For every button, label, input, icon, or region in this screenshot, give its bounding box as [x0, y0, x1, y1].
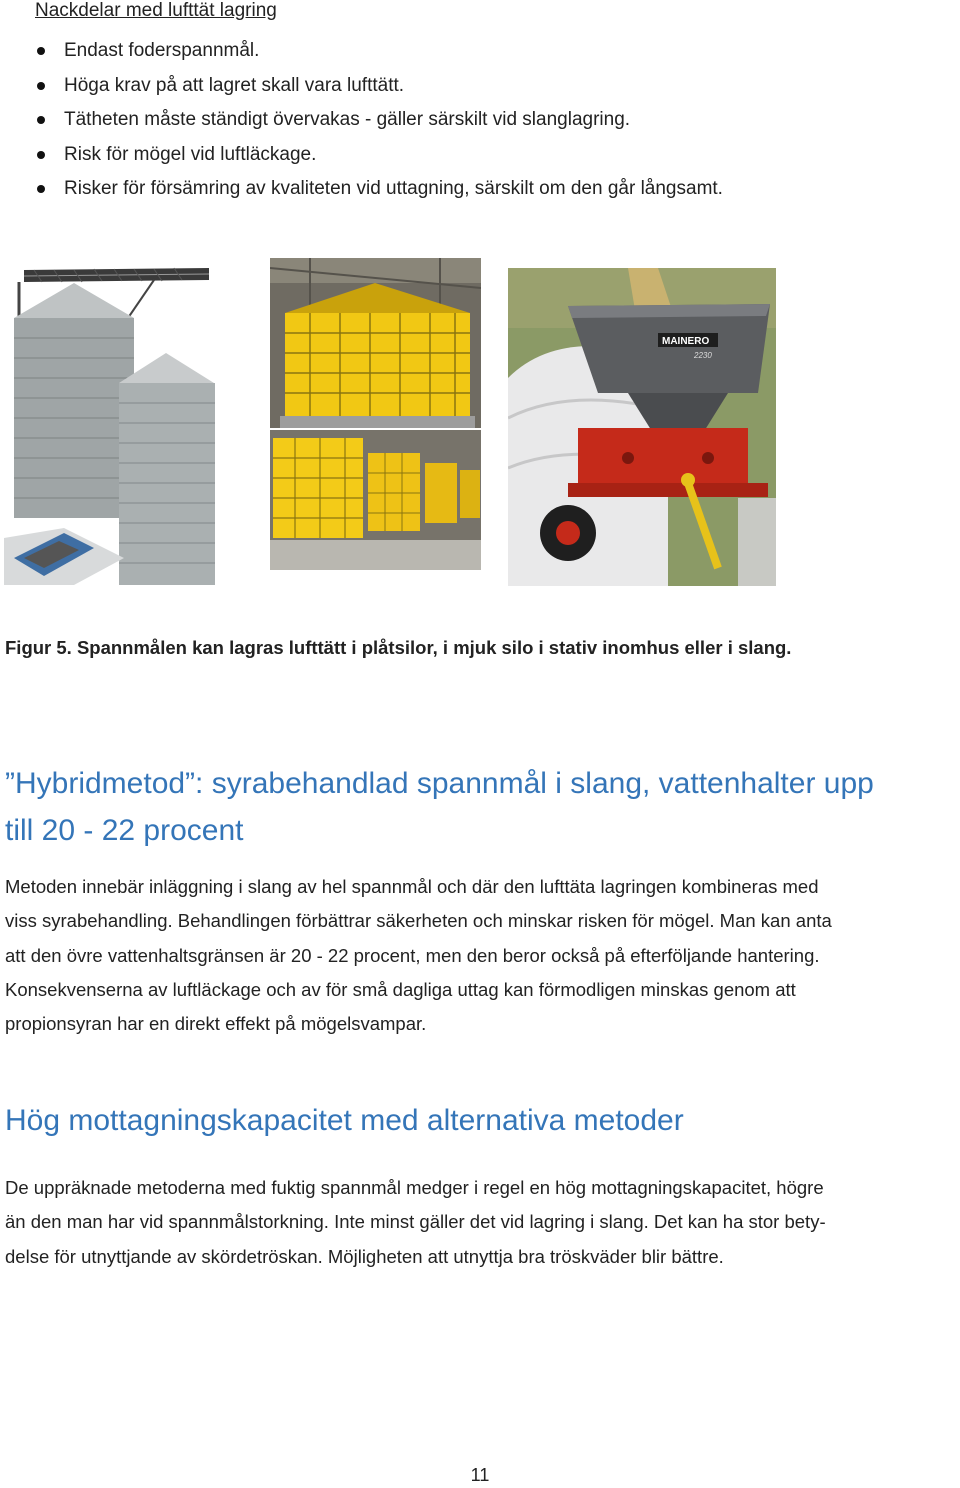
capacity-heading: Hög mottagningskapacitet med alternativa metoder	[5, 1104, 684, 1137]
hybrid-heading-line1: ”Hybridmetod”: syrabehandlad spannmål i slang, vattenhalter upp	[5, 767, 874, 800]
hybrid-heading	[5, 760, 955, 854]
capacity-paragraph	[5, 1171, 960, 1274]
paragraph-line: propionsyran har en direkt effekt på mögelsvampar.	[5, 1013, 427, 1035]
grain-bagger-image	[508, 268, 776, 586]
list-item: Risker för försämring av kvaliteten vid uttagning, särskilt om den går långsamt.	[35, 172, 723, 207]
cons-list-title: Nackdelar med lufttät lagring	[35, 0, 277, 21]
figure-caption: Figur 5. Spannmålen kan lagras lufttätt i plåtsilor, i mjuk silo i stativ inomhus eller i slang.	[5, 637, 792, 658]
hybrid-paragraph	[5, 870, 960, 1041]
paragraph-line: att den övre vattenhaltsgränsen är 20 - 22 procent, men den beror också på efterföljande hantering.	[5, 944, 820, 966]
paragraph-line: delse för utnyttjande av skördetröskan. Möjligheten att utnyttja bra tröskväder blir bättre.	[5, 1245, 724, 1267]
list-item: Tätheten måste ständigt övervakas - gäller särskilt vid slanglagring.	[35, 103, 723, 138]
list-item: Höga krav på att lagret skall vara lufttätt.	[35, 69, 723, 104]
hybrid-heading-line2: till 20 - 22 procent	[5, 814, 244, 847]
paragraph-line: viss syrabehandling. Behandlingen förbättrar säkerheten och minskar risken för mögel. Man kan anta	[5, 910, 832, 932]
list-item: Risk för mögel vid luftläckage.	[35, 138, 723, 173]
paragraph-line: än den man har vid spannmålstorkning. Inte minst gäller det vid lagring i slang. Det kan ha stor bety-	[5, 1211, 826, 1233]
machine-model: 2230	[694, 351, 712, 360]
paragraph-line: De uppräknade metoderna med fuktig spannmål medger i regel en hög mottagningskapacitet, högre	[5, 1177, 824, 1198]
soft-silos-image	[270, 258, 481, 570]
metal-silos-image	[4, 258, 215, 585]
paragraph-line: Metoden innebär inläggning i slang av hel spannmål och där den lufttäta lagringen kombineras med	[5, 876, 819, 897]
cons-list	[35, 34, 723, 207]
machine-brand: MAINERO	[662, 336, 710, 347]
list-item: Endast foderspannmål.	[35, 34, 723, 69]
paragraph-line: Konsekvenserna av luftläckage och av för små dagliga uttag kan förmodligen minskas genom att	[5, 978, 796, 1000]
page-number: 11	[470, 1465, 490, 1485]
